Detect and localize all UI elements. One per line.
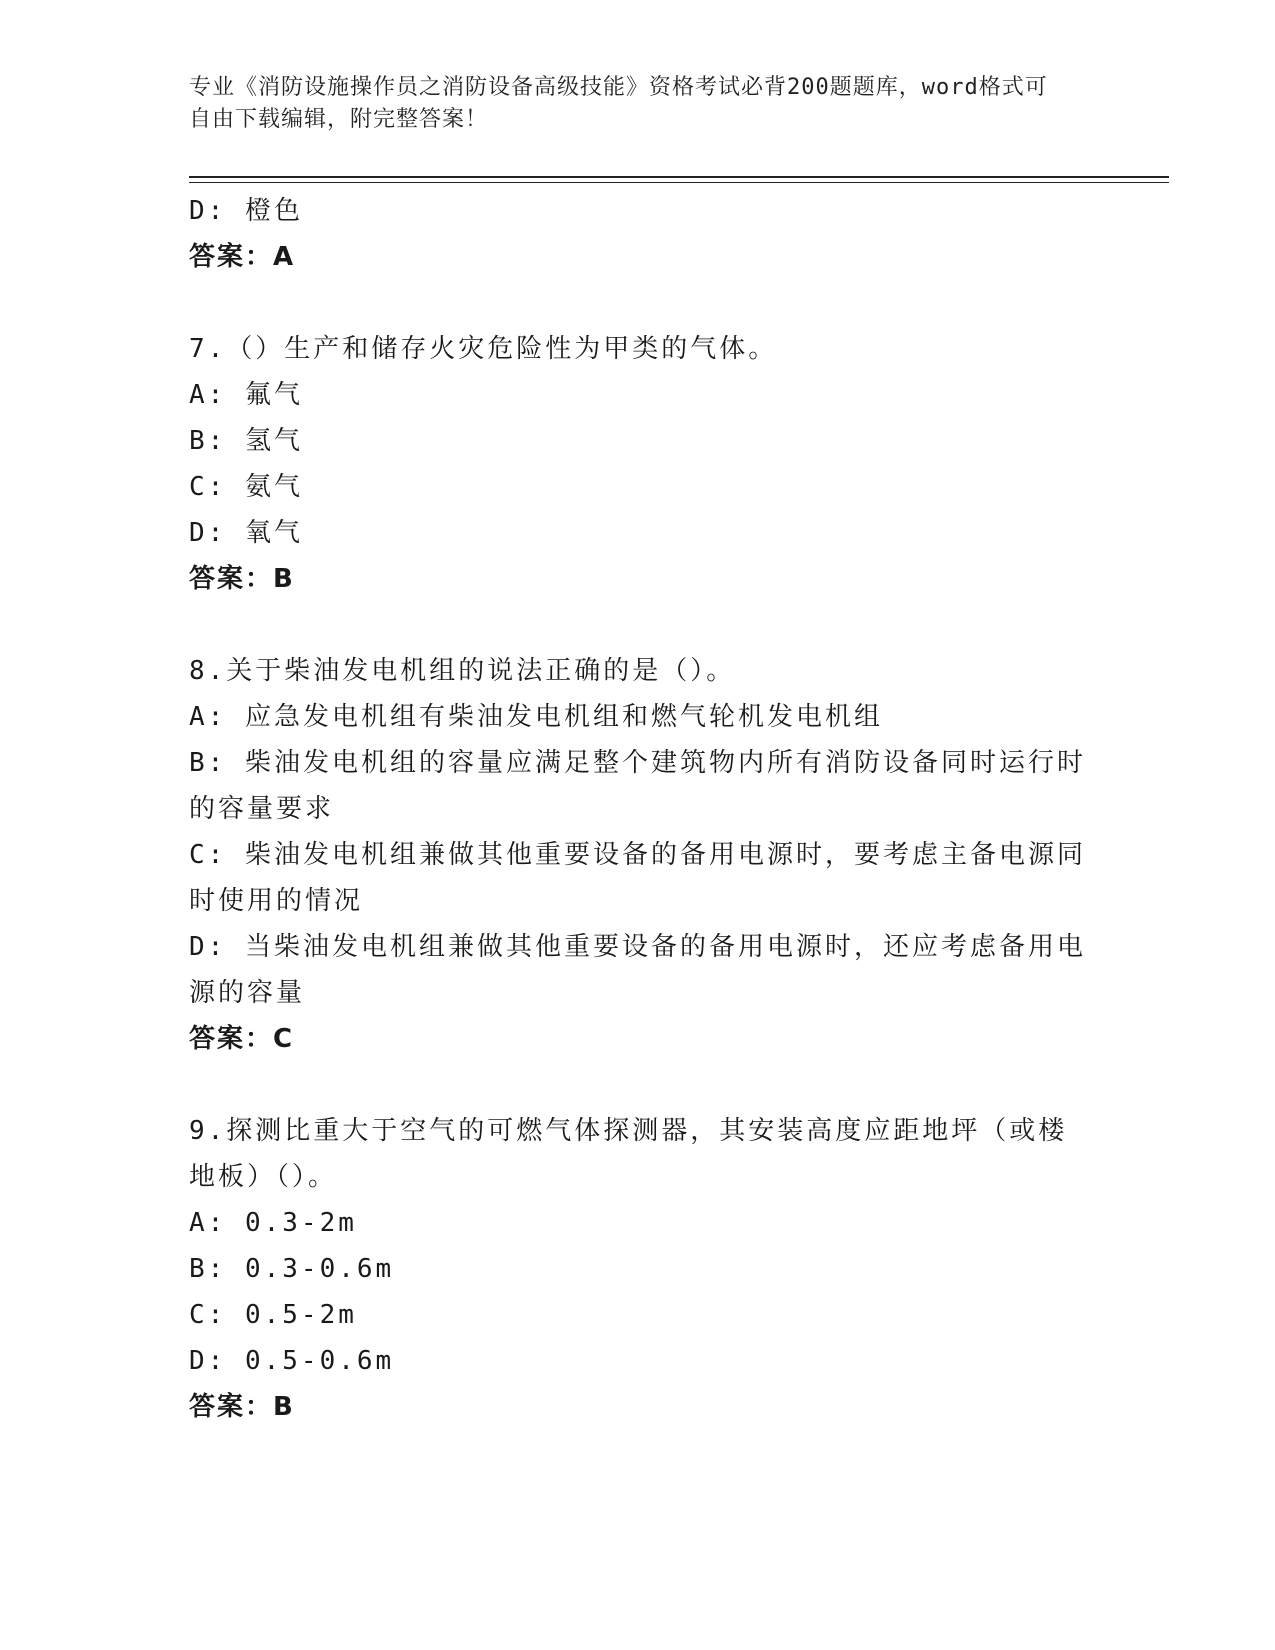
question-8 <box>189 648 1089 1062</box>
header-intro-text: 专业《消防设施操作员之消防设备高级技能》资格考试必背200题题库，word格式可自由下载编辑，附完整答案！ <box>189 75 1048 132</box>
option-d: D: 当柴油发电机组兼做其他重要设备的备用电源时，还应考虑备用电源的容量 <box>189 932 1086 1008</box>
previous-question-tail <box>189 188 1089 280</box>
option-a: A: 0.3-2m <box>189 1208 357 1238</box>
spacer <box>189 280 1089 326</box>
question-stem: 7.（）生产和储存火灾危险性为甲类的气体。 <box>189 334 778 364</box>
question-stem: 9.探测比重大于空气的可燃气体探测器，其安装高度应距地坪（或楼地板）（）。 <box>189 1116 1068 1192</box>
option-a: A: 应急发电机组有柴油发电机组和燃气轮机发电机组 <box>189 702 883 732</box>
header-divider-thin <box>189 182 1169 183</box>
answer-line: 答案：C <box>189 1024 295 1054</box>
option-d: D: 氧气 <box>189 518 303 548</box>
option-c: C: 柴油发电机组兼做其他重要设备的备用电源时，要考虑主备电源同时使用的情况 <box>189 840 1086 916</box>
question-7 <box>189 326 1089 602</box>
option-b: B: 氢气 <box>189 426 303 456</box>
option-c: C: 氨气 <box>189 472 303 502</box>
document-header <box>189 72 1069 136</box>
question-content <box>189 188 1089 1430</box>
answer-line: 答案：B <box>189 564 295 594</box>
option-a: A: 氟气 <box>189 380 303 410</box>
header-divider <box>189 176 1169 178</box>
question-stem: 8.关于柴油发电机组的说法正确的是（）。 <box>189 656 736 686</box>
option-d: D: 0.5-0.6m <box>189 1346 395 1376</box>
option-b: B: 0.3-0.6m <box>189 1254 395 1284</box>
option-c: C: 0.5-2m <box>189 1300 357 1330</box>
spacer <box>189 602 1089 648</box>
option-d: D: 橙色 <box>189 196 303 226</box>
option-b: B: 柴油发电机组的容量应满足整个建筑物内所有消防设备同时运行时的容量要求 <box>189 748 1086 824</box>
answer-line: 答案：B <box>189 1392 295 1422</box>
question-9 <box>189 1108 1089 1430</box>
answer-line: 答案：A <box>189 242 296 272</box>
spacer <box>189 1062 1089 1108</box>
